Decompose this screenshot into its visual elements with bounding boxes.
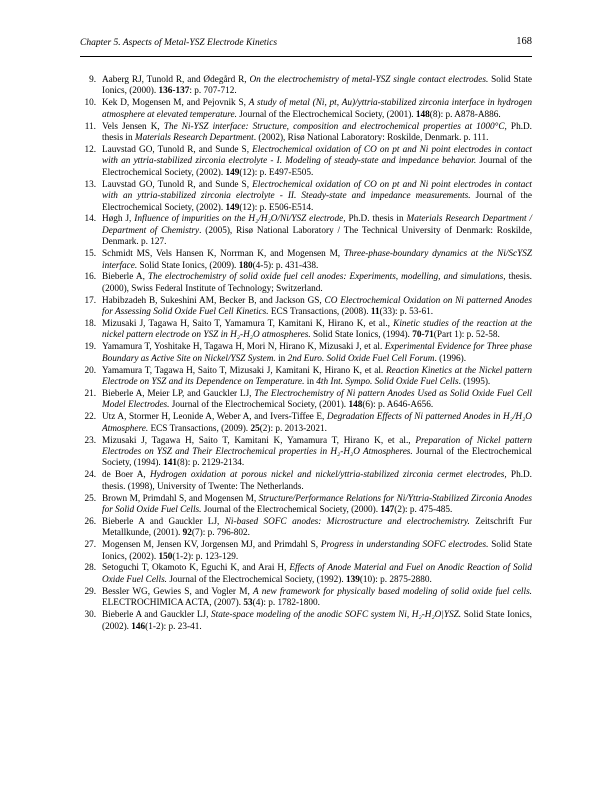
reference-pages: . (2005), Risø National Laboratory / The Technical University of Denmark: Roskilde, Denmark. p. 127. bbox=[102, 225, 533, 248]
reference-volume: 148 bbox=[348, 400, 363, 411]
reference-source: Solid State Ionics, (2002). bbox=[102, 610, 532, 632]
reference-item bbox=[80, 75, 532, 98]
reference-source: thesis. (2000), Swiss Federal Institute of Technology; Switzerland. bbox=[102, 272, 532, 294]
reference-volume: 139 bbox=[345, 574, 360, 585]
reference-authors: Lauvstad GO, Tunold R, and Sunde S, bbox=[102, 144, 253, 155]
reference-item bbox=[80, 214, 532, 248]
reference-source: Journal of the Electrochemical Society, (1994). bbox=[102, 446, 532, 469]
reference-title: The Electrochemistry of Ni pattern Anodes Used as Solid Oxide Fuel Cell Model Electrodes. bbox=[102, 388, 532, 411]
reference-authors: Setoguchi T, Okamoto K, Eguchi K, and Arai H, bbox=[102, 563, 290, 574]
reference-number: 12. bbox=[84, 144, 96, 155]
reference-authors: Habibzadeh B, Sukeshini AM, Becker B, and Jackson GS, bbox=[102, 295, 325, 306]
reference-volume: 150 bbox=[158, 551, 173, 562]
reference-pages: (1-2): p. 23-41. bbox=[145, 621, 202, 632]
reference-source: ECS Transactions, (2009). bbox=[148, 423, 251, 434]
reference-item bbox=[80, 296, 532, 319]
reference-authors: Brown M, Primdahl S, and Mogensen M, bbox=[102, 493, 259, 504]
reference-title: Structure/Performance Relations for Ni/Yttria-Stabilized Zirconia Anodes for Solid Oxide Fuel Cells. bbox=[102, 493, 532, 516]
reference-title: On the electrochemistry of metal-YSZ single contact electrodes. bbox=[249, 75, 489, 85]
reference-pages: (8): p. A878-A886. bbox=[429, 109, 501, 120]
reference-pages: (33): p. 53-61. bbox=[379, 307, 434, 318]
reference-volume: 149 bbox=[225, 202, 240, 213]
reference-title: Electrochemical oxidation of CO on pt and Ni point electrodes in contact with an yttria-stabilized zirconia electrolyte - I. Modeling of steady-state and impedance behavior. bbox=[102, 144, 532, 167]
reference-venue: Materials Research Department bbox=[134, 133, 254, 144]
reference-pages: (7): p. 796-802. bbox=[191, 528, 250, 539]
reference-source: Zeitschrift Fur Metallkunde, (2001). bbox=[102, 516, 532, 539]
reference-pages: (12): p. E506-E514. bbox=[239, 202, 314, 213]
reference-source: ELECTROCHIMICA ACTA, (2007). bbox=[102, 598, 244, 609]
reference-authors: Bessler WG, Gewies S, and Vogler M, bbox=[102, 586, 254, 597]
reference-number: 9. bbox=[89, 75, 96, 85]
reference-title: Kinetic studies of the reaction at the nickel pattern electrode on YSZ in H₂-H₂O atmospheres. bbox=[102, 319, 532, 341]
reference-volume: 148 bbox=[415, 109, 430, 120]
reference-title: Electrochemical oxidation of CO on pt and Ni point electrodes in contact with an yttria-stabilized zirconia electrolyte - II. Steady-state and impedance measurements. bbox=[102, 179, 532, 202]
reference-item bbox=[80, 436, 532, 470]
reference-volume: 149 bbox=[225, 167, 240, 178]
reference-number: 13. bbox=[84, 179, 96, 190]
reference-item bbox=[80, 122, 532, 145]
reference-source: Journal of the Electrochemical Society, (1992). bbox=[167, 574, 346, 585]
reference-authors: Mizusaki J, Tagawa H, Saito T, Yamamura T, Kamitani K, Hirano K, et al., bbox=[102, 319, 394, 330]
reference-number: 21. bbox=[84, 388, 96, 399]
reference-source: Journal of the Electrochemical Society, (2002). bbox=[102, 191, 532, 213]
reference-authors: de Boer A, bbox=[102, 470, 150, 481]
reference-authors: Yamamura T, Tagawa H, Saito T, Mizusaki J, Kamitani K, Hirano K, et al. bbox=[102, 365, 386, 376]
reference-title: Effects of Anode Material and Fuel on Anodic Reaction of Solid Oxide Fuel Cells. bbox=[102, 563, 532, 585]
page-number: 168 bbox=[516, 36, 532, 47]
reference-source: Ph.D. thesis in bbox=[345, 214, 407, 225]
reference-number: 24. bbox=[84, 470, 96, 481]
reference-number: 18. bbox=[84, 319, 96, 330]
reference-title: Progress in understanding SOFC electrodes. bbox=[320, 540, 489, 551]
reference-number: 29. bbox=[84, 586, 96, 597]
reference-authors: Lauvstad GO, Tunold R, and Sunde S, bbox=[102, 179, 253, 190]
reference-authors: Bieberle A, bbox=[102, 272, 148, 283]
reference-source: Journal of the Electrochemical Society, (2000). bbox=[201, 505, 381, 516]
reference-title: The electrochemistry of solid oxide fuel cell anodes: Experiments, modelling, and simulations, bbox=[147, 272, 506, 283]
reference-number: 26. bbox=[84, 516, 96, 527]
reference-number: 16. bbox=[84, 272, 96, 283]
reference-authors: Bieberle A and Gauckler LJ, bbox=[102, 516, 225, 527]
reference-volume: 92 bbox=[182, 528, 192, 539]
reference-number: 27. bbox=[84, 540, 96, 551]
reference-volume: 136-137 bbox=[158, 86, 190, 97]
reference-volume: 146 bbox=[131, 621, 146, 632]
reference-number: 20. bbox=[84, 365, 96, 376]
reference-source: in bbox=[304, 377, 317, 388]
reference-authors: Kek D, Mogensen M, and Pejovnik S, bbox=[102, 98, 249, 109]
reference-volume: 70-71 bbox=[412, 330, 434, 341]
reference-number: 11. bbox=[84, 121, 96, 132]
reference-authors: Bieberle A, Meier LP, and Gauckler LJ, bbox=[102, 388, 255, 399]
reference-pages: . (1995). bbox=[458, 377, 491, 388]
reference-authors: Vels Jensen K, bbox=[102, 121, 164, 132]
reference-item bbox=[80, 540, 532, 563]
reference-item bbox=[80, 249, 532, 272]
reference-title: Influence of impurities on the H₂/H₂O/Ni/YSZ electrode, bbox=[134, 214, 346, 225]
reference-pages: (6): p. A646-A656. bbox=[362, 400, 434, 411]
reference-title: Ni-based SOFC anodes: Microstructure and electrochemistry. bbox=[224, 516, 470, 527]
reference-pages: (8): p. 2129-2134. bbox=[176, 458, 245, 469]
reference-pages: (2): p. 2013-2021. bbox=[259, 423, 327, 434]
reference-pages: . (2002), Risø National Laboratory: Roskilde, Denmark. p. 111. bbox=[253, 133, 489, 144]
reference-authors: Yamamura T, Yoshitake H, Tagawa H, Mori N, Hirano K, Mizusaki J, et al. bbox=[102, 342, 385, 353]
reference-source: Solid State Ionics, (2002). bbox=[102, 540, 532, 562]
reference-number: 30. bbox=[84, 610, 96, 621]
reference-pages: (Part 1): p. 52-58. bbox=[433, 330, 500, 341]
reference-item bbox=[80, 366, 532, 389]
reference-volume: 25 bbox=[250, 423, 260, 434]
reference-number: 17. bbox=[84, 295, 96, 306]
reference-item bbox=[80, 412, 532, 435]
reference-title: A study of metal (Ni, pt, Au)/yttria-stabilized zirconia interface in hydrogen atmosphere at elevated temperature. bbox=[102, 98, 532, 120]
reference-pages: (4-5): p. 431-438. bbox=[252, 260, 319, 271]
reference-title: The Ni-YSZ interface: Structure, composition and electrochemical properties at 1000°C, bbox=[163, 121, 507, 132]
reference-number: 25. bbox=[84, 493, 96, 504]
reference-item bbox=[80, 517, 532, 540]
reference-pages: (2): p. 475-485. bbox=[394, 505, 453, 516]
reference-source: Solid State Ionics, (1994). bbox=[310, 330, 413, 341]
reference-volume: 147 bbox=[380, 505, 395, 516]
reference-authors: Aaberg RJ, Tunold R, and Ødegård R, bbox=[102, 75, 250, 85]
reference-volume: 11 bbox=[370, 307, 380, 318]
reference-pages: (4): p. 1782-1800. bbox=[252, 598, 320, 609]
reference-pages: : p. 707-712. bbox=[189, 86, 237, 97]
reference-pages: (12): p. E497-E505. bbox=[239, 167, 314, 178]
reference-volume: 53 bbox=[243, 598, 253, 609]
reference-source: Ph.D. thesis. (1998), University of Twente: The Netherlands. bbox=[102, 470, 532, 492]
reference-venue: Materials Research Department / Department of Chemistry bbox=[102, 214, 532, 236]
reference-venue: 2nd Euro. Solid Oxide Fuel Cell Forum bbox=[287, 353, 435, 364]
reference-item bbox=[80, 342, 532, 365]
reference-title: CO Electrochemical Oxidation on Ni patterned Anodes for Assessing Solid Oxide Fuel Cell Kinetics. bbox=[102, 295, 532, 318]
reference-authors: Høgh J, bbox=[102, 214, 135, 225]
reference-authors: Schmidt MS, Vels Hansen K, Norrman K, and Mogensen M, bbox=[102, 249, 344, 260]
reference-number: 23. bbox=[84, 435, 96, 446]
reference-source: ECS Transactions, (2008). bbox=[268, 307, 371, 318]
reference-source: Journal of the Electrochemical Society, (2002). bbox=[102, 156, 532, 178]
reference-title: Degradation Effects of Ni patterned Anodes in H₂/H₂O Atmosphere. bbox=[102, 412, 532, 434]
reference-source: Journal of the Electrochemical Society, (2001). bbox=[169, 400, 349, 411]
reference-authors: Mogensen M, Jensen KV, Jorgensen MJ, and Primdahl S, bbox=[102, 540, 321, 551]
reference-item bbox=[80, 272, 532, 295]
reference-item bbox=[80, 587, 532, 610]
reference-item bbox=[80, 470, 532, 493]
reference-item bbox=[80, 145, 532, 179]
reference-number: 28. bbox=[84, 563, 96, 574]
reference-number: 15. bbox=[84, 249, 96, 260]
reference-pages: (1-2): p. 123-129. bbox=[172, 551, 239, 562]
reference-authors: Mizusaki J, Tagawa H, Saito T, Kamitani K, Yamamura T, Hirano K, et al., bbox=[102, 435, 416, 446]
reference-number: 19. bbox=[84, 342, 96, 353]
reference-source: in bbox=[275, 353, 288, 364]
reference-authors: Utz A, Stormer H, Leonide A, Weber A, and Ivers-Tiffee E, bbox=[102, 412, 327, 423]
reference-item bbox=[80, 494, 532, 517]
reference-pages: . (1996). bbox=[434, 353, 467, 364]
page-header bbox=[80, 36, 532, 52]
reference-source: Solid State Ionics, (2009). bbox=[137, 260, 239, 271]
reference-title: Three-phase-boundary dynamics at the Ni/ScYSZ interface. bbox=[102, 249, 532, 271]
reference-item bbox=[80, 610, 532, 633]
reference-pages: (10): p. 2875-2880. bbox=[359, 574, 432, 585]
reference-title: Hydrogen oxidation at porous nickel and nickel/yttria-stabilized zirconia cermet electrodes, bbox=[149, 470, 507, 481]
reference-list bbox=[80, 75, 532, 633]
reference-title: Reaction Kinetics at the Nickel pattern Electrode on YSZ and its Dependence on Temperature. bbox=[102, 365, 532, 388]
reference-volume: 180 bbox=[238, 260, 253, 271]
reference-venue: 4th Int. Sympo. Solid Oxide Fuel Cells bbox=[316, 377, 459, 388]
chapter-title: Chapter 5. Aspects of Metal-YSZ Electrode Kinetics bbox=[80, 38, 278, 48]
reference-title: A new framework for physically based modeling of solid oxide fuel cells. bbox=[253, 586, 532, 597]
reference-item bbox=[80, 563, 532, 586]
header-rule bbox=[80, 56, 532, 57]
reference-source: Ph.D. thesis in bbox=[102, 121, 532, 144]
reference-item bbox=[80, 319, 532, 342]
reference-title: Experimental Evidence for Three phase Boundary as Active Site on Nickel/YSZ System. bbox=[102, 342, 532, 364]
reference-number: 10. bbox=[84, 98, 96, 109]
reference-title: State-space modeling of the anodic SOFC system Ni, H₂-H₂O|YSZ. bbox=[211, 610, 462, 621]
reference-authors: Bieberle A and Gauckler LJ, bbox=[102, 610, 212, 621]
reference-volume: 141 bbox=[163, 458, 177, 469]
reference-item bbox=[80, 180, 532, 214]
reference-number: 22. bbox=[84, 412, 96, 423]
reference-item bbox=[80, 389, 532, 412]
reference-title: Preparation of Nickel pattern Electrodes on YSZ and Their Electrochemical properties in H₂-H₂O Atmospheres. bbox=[102, 435, 532, 457]
reference-source: Journal of the Electrochemical Society, (2001). bbox=[236, 109, 416, 120]
reference-number: 14. bbox=[84, 214, 96, 225]
reference-item bbox=[80, 98, 532, 121]
reference-source: Solid State Ionics, (2000). bbox=[102, 75, 533, 97]
